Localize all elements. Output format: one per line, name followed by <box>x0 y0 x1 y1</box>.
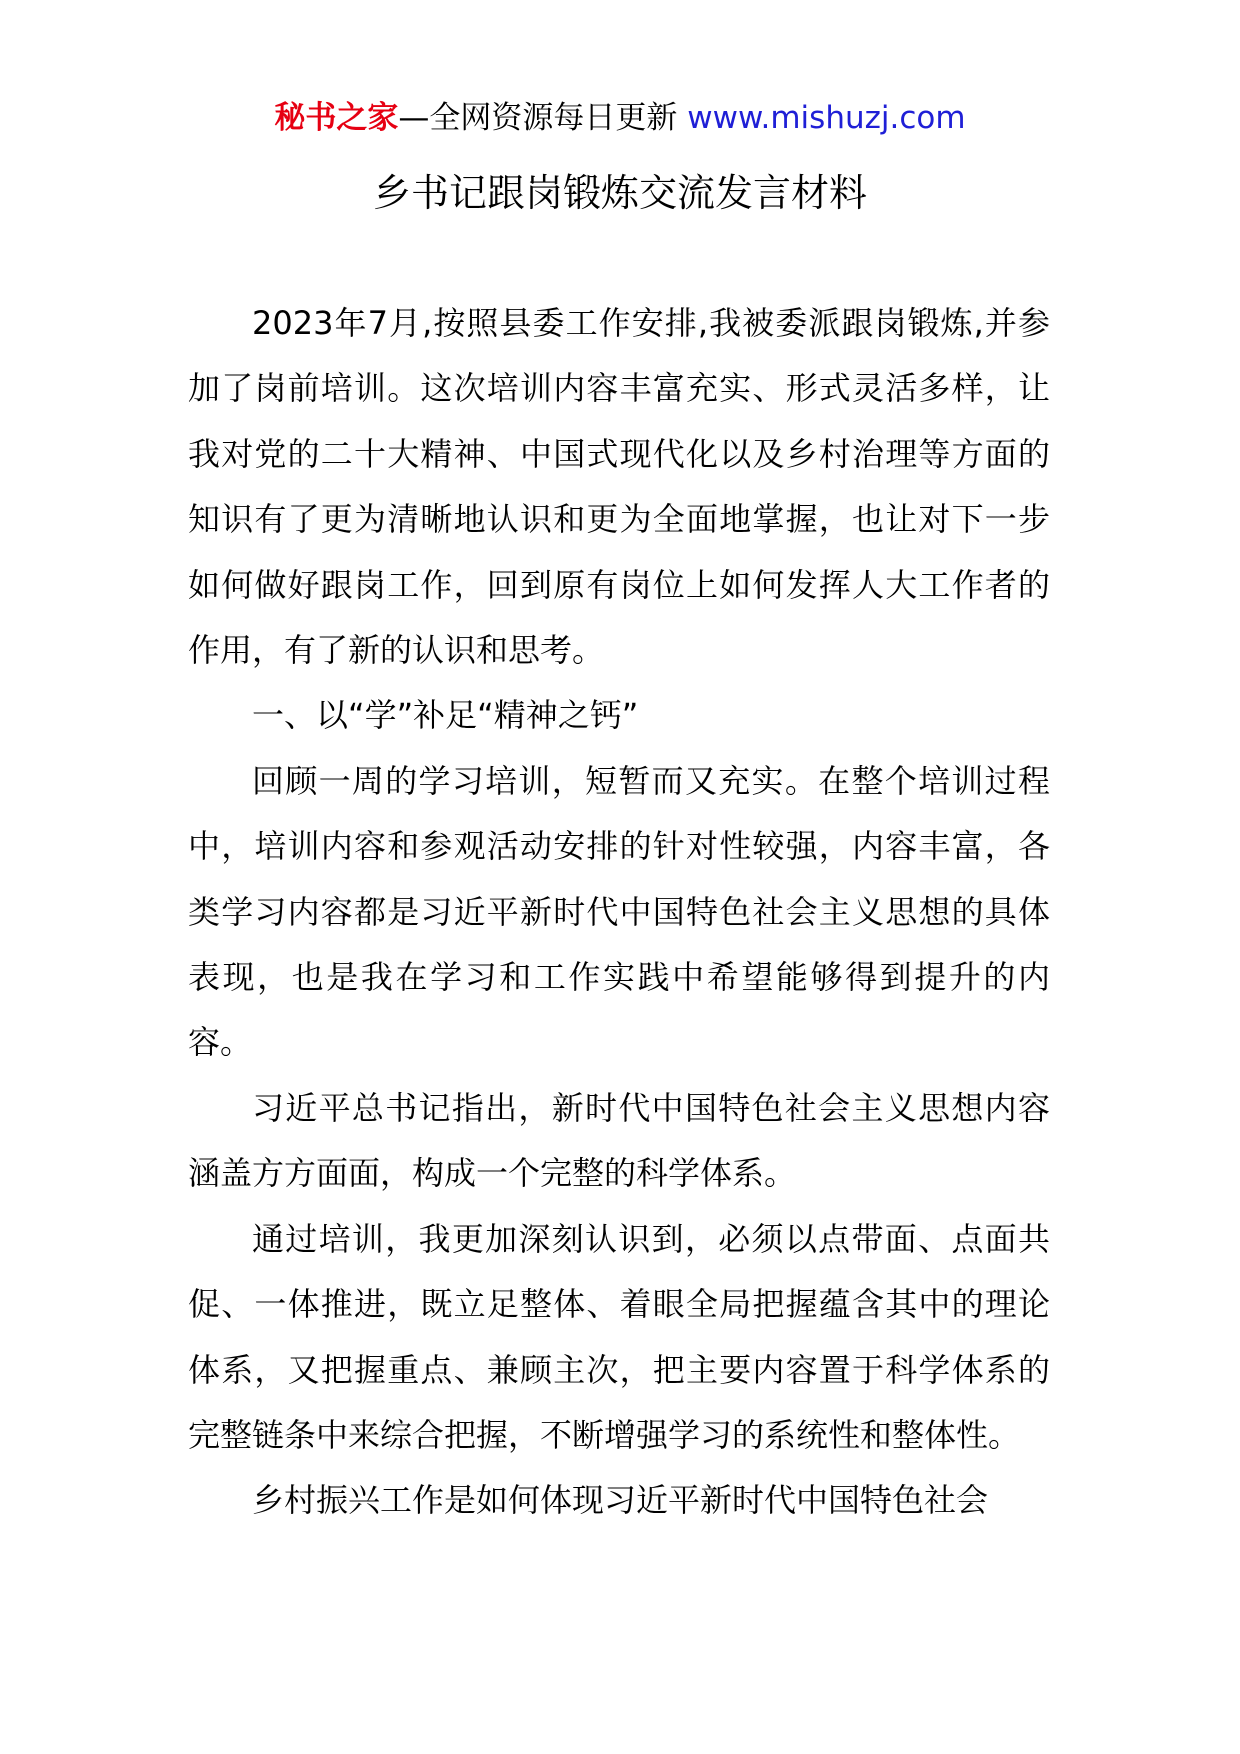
site-header <box>0 98 1240 138</box>
paragraph-intro: 2023年7月,按照县委工作安排,我被委派跟岗锻炼,并参加了岗前培训。这次培训内容丰富充实、形式灵活多样，让我对党的二十大精神、中国式现代化以及乡村治理等方面的知识有了更为清晰地认识和更为全面地掌握，也让对下一步如何做好跟岗工作，回到原有岗位上如何发挥人大工作者的作用，有了新的认识和思考。 <box>188 304 1050 670</box>
site-slogan: —全网资源每日更新 <box>398 100 678 136</box>
paragraph-quote: 习近平总书记指出，新时代中国特色社会主义思想内容涵盖方方面面，构成一个完整的科学体系。 <box>188 1088 1050 1193</box>
site-url-link[interactable]: www.mishuzj.com <box>687 100 966 136</box>
section-heading: 一、以“学”补足“精神之钙” <box>252 696 639 735</box>
paragraph-insight: 通过培训，我更加深刻认识到，必须以点带面、点面共促、一体推进，既立足整体、着眼全局把握蕴含其中的理论体系，又把握重点、兼顾主次，把主要内容置于科学体系的完整链条中来综合把握，不断增强学习的系统性和整体性。 <box>188 1219 1050 1454</box>
document-body <box>188 291 1050 1534</box>
paragraph-review: 回顾一周的学习培训，短暂而又充实。在整个培训过程中，培训内容和参观活动安排的针对性较强，内容丰富，各类学习内容都是习近平新时代中国特色社会主义思想的具体表现，也是我在学习和工作实践中希望能够得到提升的内容。 <box>188 761 1050 1062</box>
document-title: 乡书记跟岗锻炼交流发言材料 <box>372 171 867 215</box>
brand-name: 秘书之家 <box>274 100 399 136</box>
paragraph-rural-revitalization: 乡村振兴工作是如何体现习近平新时代中国特色社会 <box>252 1481 989 1520</box>
